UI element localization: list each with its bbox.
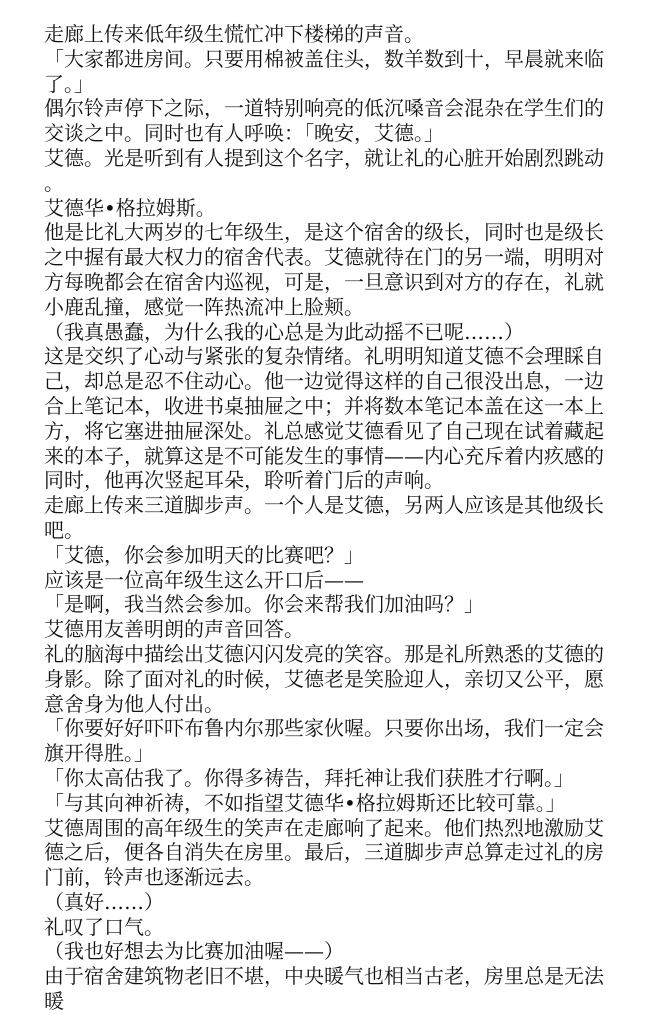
paragraph: 走廊上传来三道脚步声。一个人是艾德，另两人应该是其他级长吧。 (44, 493, 604, 542)
paragraph: 「你太高估我了。你得多祷告，拜托神让我们获胜才行啊。」 (44, 765, 574, 790)
paragraph: 偶尔铃声停下之际，一道特别响亮的低沉嗓音会混杂在学生们的交谈之中。同时也有人呼唤：「晚安，艾德。」 (44, 96, 604, 146)
paragraph: 他是比礼大两岁的七年级生，是这个宿舍的级长，同时也是级长之中握有最大权力的宿舍代表。艾德就待在门的另一端，明明对方每晚都会在宿舍内巡视，可是，一旦意识到对方的存在，礼就小鹿乱撞，感觉一阵热流冲上脸颊。 (44, 220, 604, 319)
paragraph: 「艾德，你会参加明天的比赛吧？」 (44, 542, 364, 567)
paragraph: 「与其向神祈祷，不如指望艾德华•格拉姆斯还比较可靠。」 (44, 790, 566, 815)
paragraph: 由于宿舍建筑物老旧不堪，中央暖气也相当古老，房里总是无法暖 (44, 964, 604, 1014)
paragraph: 「大家都进房间。只要用棉被盖住头，数羊数到十，早晨就来临了。」 (44, 46, 604, 96)
paragraph: 「你要好好吓吓布鲁内尔那些家伙喔。只要你出场，我们一定会旗开得胜。」 (44, 716, 604, 766)
paragraph: 艾德。光是听到有人提到这个名字，就让礼的心脏开始剧烈跳动。 (44, 145, 604, 195)
paragraph: 这是交织了心动与紧张的复杂情绪。礼明明知道艾德不会理睬自己，却总是忍不住动心。他一边觉得这样的自己很没出息，一边合上笔记本，收进书桌抽屉之中；并将数本笔记本盖在这一本上方，将它塞进抽屉深处。礼总感觉艾德看见了自己现在试着藏起来的本子，就算这是不可能发生的事情——内心充斥着内疚感的同时，他再次竖起耳朵，聆听着门后的声响。 (44, 344, 604, 493)
paragraph: 艾德华•格拉姆斯。 (44, 195, 216, 220)
paragraph: 应该是一位高年级生这么开口后—— (44, 567, 364, 592)
document-page (44, 22, 622, 1014)
paragraph: （真好……） (44, 889, 164, 914)
paragraph: （我真愚蠢，为什么我的心总是为此动摇不已呢……） (44, 319, 524, 344)
paragraph: 艾德用友善明朗的声音回答。 (44, 617, 304, 642)
paragraph: 「是啊，我当然会参加。你会来帮我们加油吗？」 (44, 592, 484, 617)
paragraph: 走廊上传来低年级生慌忙冲下楼梯的声音。 (44, 22, 424, 46)
paragraph: 礼叹了口气。 (44, 914, 164, 939)
paragraph: （我也好想去为比赛加油喔——） (44, 939, 344, 964)
paragraph: 艾德周围的高年级生的笑声在走廊响了起来。他们热烈地激励艾德之后，便各自消失在房里。最后，三道脚步声总算走过礼的房门前，铃声也逐渐远去。 (44, 815, 604, 890)
paragraph: 礼的脑海中描绘出艾德闪闪发亮的笑容。那是礼所熟悉的艾德的身影。除了面对礼的时候，艾德老是笑脸迎人，亲切又公平，愿意舍身为他人付出。 (44, 641, 604, 716)
